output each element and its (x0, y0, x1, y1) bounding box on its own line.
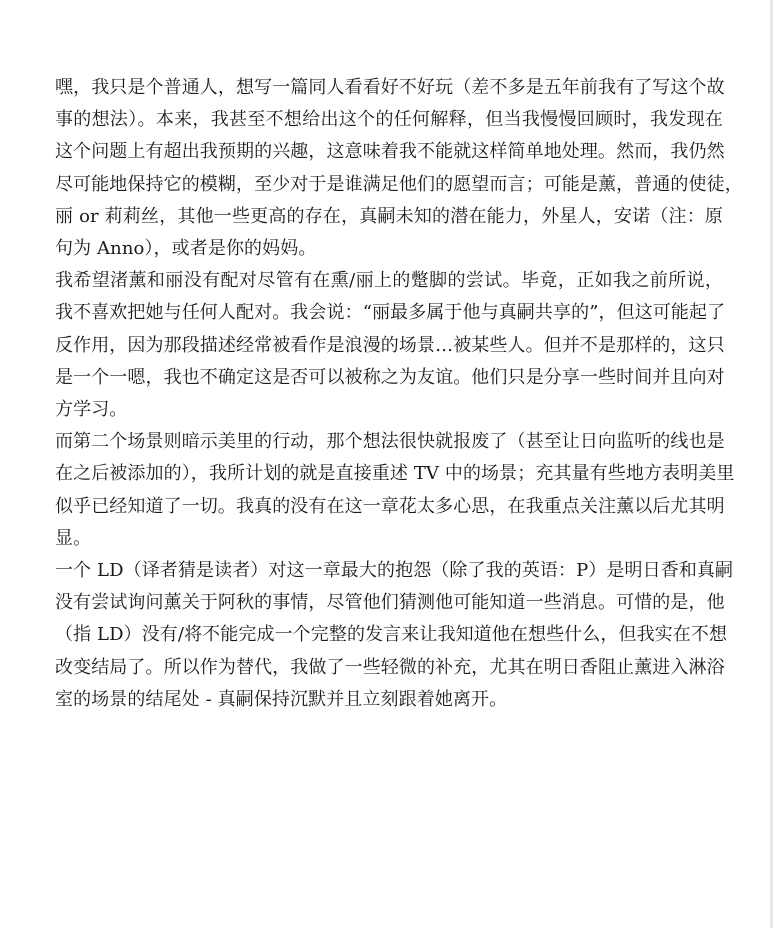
paragraph-1 (55, 72, 743, 265)
text-line: 没有尝试询问薰关于阿秋的事情，尽管他们猜测他可能知道一些消息。可惜的是，他 (55, 592, 725, 614)
text-line: （指 LD）没有/将不能完成一个完整的发言来让我知道他在想些什么，但我实在不想 (55, 624, 728, 646)
document-body (55, 72, 743, 716)
text-line: 显。 (55, 527, 92, 549)
text-line: 似乎已经知道了一切。我真的没有在这一章花太多心思，在我重点关注薰以后尤其明 (55, 495, 725, 517)
text-line: 句为 Anno），或者是你的妈妈。 (55, 238, 317, 260)
text-line: 反作用，因为那段描述经常被看作是浪漫的场景…被某些人。但并不是那样的，这只 (55, 334, 725, 356)
text-line: 这个问题上有超出我预期的兴趣，这意味着我不能就这样简单地处理。然而，我仍然 (55, 141, 725, 163)
paragraph-3 (55, 426, 735, 555)
text-line: 我不喜欢把她与任何人配对。我会说：“丽最多属于他与真嗣共享的”，但这可能起了 (55, 302, 726, 324)
text-line: 在之后被添加的），我所计划的就是直接重述 TV 中的场景；充其量有些地方表明美里 (55, 463, 735, 485)
text-line: 我希望渚薰和丽没有配对尽管有在熏/丽上的蹩脚的尝试。毕竟，正如我之前所说， (55, 270, 723, 292)
text-line: 是一个一嗯，我也不确定这是否可以被称之为友谊。他们只是分享一些时间并且向对 (55, 366, 725, 388)
text-line: 改变结局了。所以作为替代，我做了一些轻微的补充，尤其在明日香阻止薰进入淋浴 (55, 656, 725, 678)
text-line: 丽 or 莉莉丝，其他一些更高的存在，真嗣未知的潜在能力，外星人，安诺（注：原 (55, 205, 723, 227)
text-line: 室的场景的结尾处 - 真嗣保持沉默并且立刻跟着她离开。 (55, 688, 508, 710)
paragraph-4 (55, 555, 734, 716)
text-line: 尽可能地保持它的模糊，至少对于是谁满足他们的愿望而言；可能是薰，普通的使徒， (55, 173, 743, 195)
text-line: 而第二个场景则暗示美里的行动，那个想法很快就报废了（甚至让日向监听的线也是 (55, 431, 725, 453)
paragraph-2 (55, 265, 726, 426)
text-line: 事的想法）。本来，我甚至不想给出这个的任何解释，但当我慢慢回顾时，我发现在 (55, 109, 723, 131)
text-line: 一个 LD（译者猜是读者）对这一章最大的抱怨（除了我的英语：P）是明日香和真嗣 (55, 560, 734, 582)
text-line: 方学习。 (55, 399, 128, 421)
text-line: 嘿，我只是个普通人，想写一篇同人看看好不好玩（差不多是五年前我有了写这个故 (55, 77, 725, 98)
